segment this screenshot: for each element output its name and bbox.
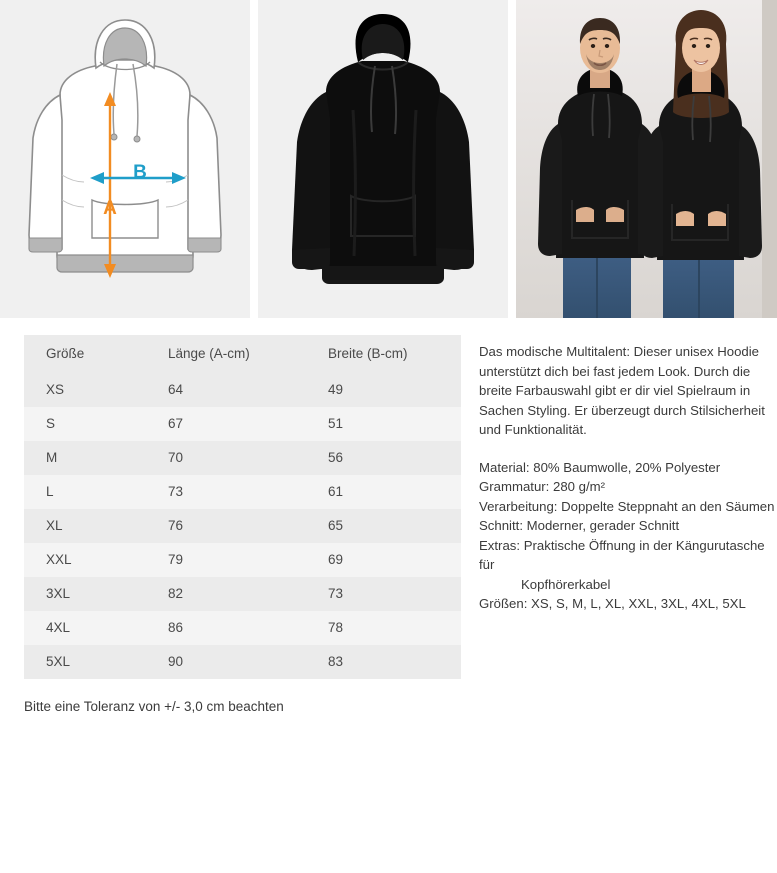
cell-length: 79 [146,543,306,577]
description-intro: Das modische Multitalent: Dieser unisex Hoodie unterstützt dich bei fast jedem Look. Durch die breite Farbauswahl gibt er dir viel Spielraum in Sachen Styling. Er überzeugt durch Stilsicherheit und Funktionalität. [479,344,765,437]
tolerance-note: Bitte eine Toleranz von +/- 3,0 cm beachten [24,699,284,714]
size-table [24,335,461,679]
cell-length: 67 [146,407,306,441]
spec-verarbeitung: Verarbeitung: Doppelte Steppnaht an den Säumen [479,498,775,514]
black-hoodie-product-photo [258,0,508,318]
cell-length: 90 [146,645,306,679]
cell-width: 65 [306,509,461,543]
cell-length: 76 [146,509,306,543]
two-models-photo-panel [516,0,777,318]
hoodie-technical-drawing [0,0,250,318]
cell-width: 51 [306,407,461,441]
measure-label-a: A [103,198,117,219]
spec-extras-continued: Kopfhörerkabel [521,576,611,592]
table-row [24,577,461,611]
cell-length: 64 [146,373,306,407]
measure-label-b: B [133,162,147,183]
cell-length: 86 [146,611,306,645]
cell-size: L [24,475,146,509]
table-header-row [24,335,461,373]
black-hoodie-product-photo-panel [258,0,508,318]
table-row [24,645,461,679]
cell-length: 70 [146,441,306,475]
table-header-size: Größe [24,335,146,373]
cell-width: 56 [306,441,461,475]
spec-extras: Extras: Praktische Öffnung in der Kängurutasche für [479,537,769,572]
cell-size: XXL [24,543,146,577]
spec-material: Material: 80% Baumwolle, 20% Polyester [479,459,721,475]
cell-size: 5XL [24,645,146,679]
spec-groessen: Größen: XS, S, M, L, XL, XXL, 3XL, 4XL, 5XL [479,596,746,611]
cell-width: 69 [306,543,461,577]
table-row [24,441,461,475]
cell-width: 73 [306,577,461,611]
table-row [24,475,461,509]
cell-width: 78 [306,611,461,645]
cell-size: XL [24,509,146,543]
table-row [24,373,461,407]
table-row [24,407,461,441]
spec-grammatur: Grammatur: 280 g/m² [479,479,606,494]
table-body [24,373,461,679]
details-section [0,335,777,679]
product-description [479,335,777,679]
cell-size: S [24,407,146,441]
cell-length: 73 [146,475,306,509]
table-header-length: Länge (A-cm) [146,335,306,373]
spec-schnitt: Schnitt: Moderner, gerader Schnitt [479,518,680,533]
cell-size: 4XL [24,611,146,645]
table-header-width: Breite (B-cm) [306,335,461,373]
two-models-wearing-hoodies-photo [516,0,777,318]
cell-size: 3XL [24,577,146,611]
hoodie-technical-drawing-panel [0,0,250,318]
cell-size: M [24,441,146,475]
table-row [24,509,461,543]
table-row [24,611,461,645]
table-row [24,543,461,577]
cell-width: 61 [306,475,461,509]
cell-width: 49 [306,373,461,407]
product-images-row [0,0,777,318]
cell-width: 83 [306,645,461,679]
cell-size: XS [24,373,146,407]
cell-length: 82 [146,577,306,611]
